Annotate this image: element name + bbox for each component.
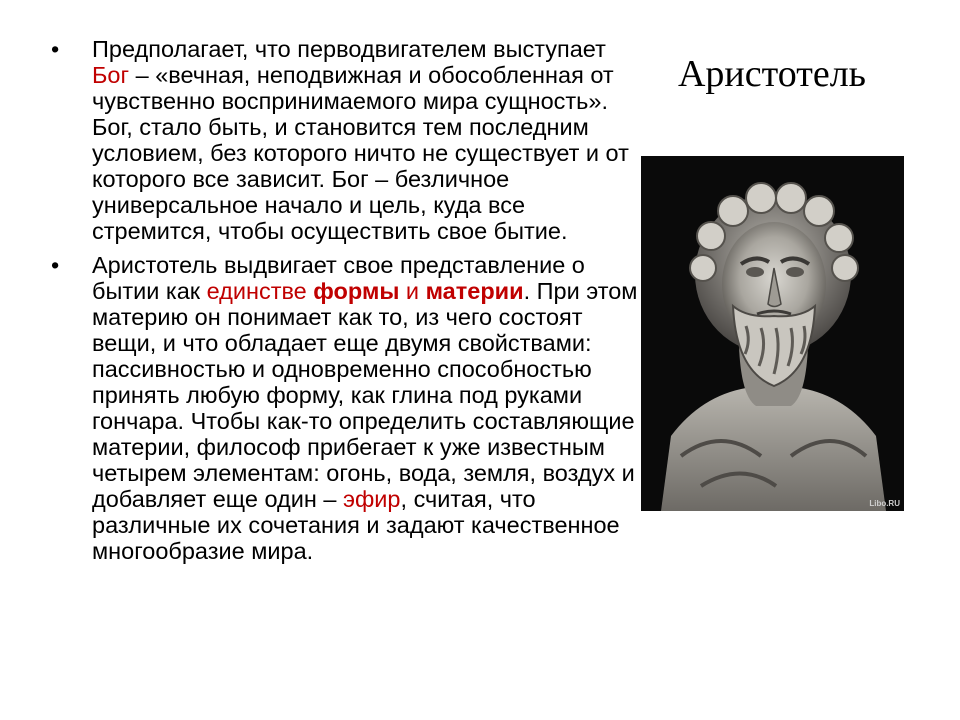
- highlight-unity: единстве: [206, 278, 307, 304]
- bullet-item-god: [40, 36, 640, 244]
- bust-illustration: [641, 156, 904, 511]
- aristotle-bust-image: [641, 156, 904, 511]
- highlight-god: Бог: [92, 62, 130, 88]
- portrait-watermark: Libo.RU: [869, 499, 900, 508]
- bullet-text: , считая, что различные их сочетания и задают качественное многообразие мира.: [92, 486, 620, 564]
- bullet-list: [40, 36, 640, 564]
- highlight-form: формы: [313, 278, 400, 304]
- slide-title: Аристотель: [677, 53, 866, 95]
- bullet-marker: •: [51, 36, 60, 62]
- highlight-matter: материи: [425, 278, 524, 304]
- bullet-text: Аристотель выдвигает свое представление о бытии как: [92, 252, 585, 304]
- highlight-ether: эфир: [342, 486, 401, 512]
- slide-body: [40, 36, 640, 572]
- bullet-text: – «вечная, неподвижная и обособленная от чувственно воспринимаемого мира сущность». Бог, стало быть, и становится тем последним условием, без которого ничто не существует и от которого все зависит. Бог – безличное универсальное начало и цель, куда все стремится, чтобы осуществить свое бытие.: [92, 62, 629, 244]
- bullet-text: . При этом материю он понимает как то, из чего состоят вещи, и что обладает еще двумя свойствами: пассивностью и одновременно способностью принять любую форму, как глина под руками гончара. Чтобы как-то определить составляющие материи, философ прибегает к уже известным четырем элементам: огонь, вода, земля, воздух и добавляет еще один –: [92, 278, 638, 512]
- bullet-marker: •: [51, 252, 60, 278]
- bullet-item-form-matter: [40, 252, 640, 564]
- bullet-text: Предполагает, что перводвигателем выступает: [92, 36, 606, 62]
- bullet-text: и: [399, 278, 426, 304]
